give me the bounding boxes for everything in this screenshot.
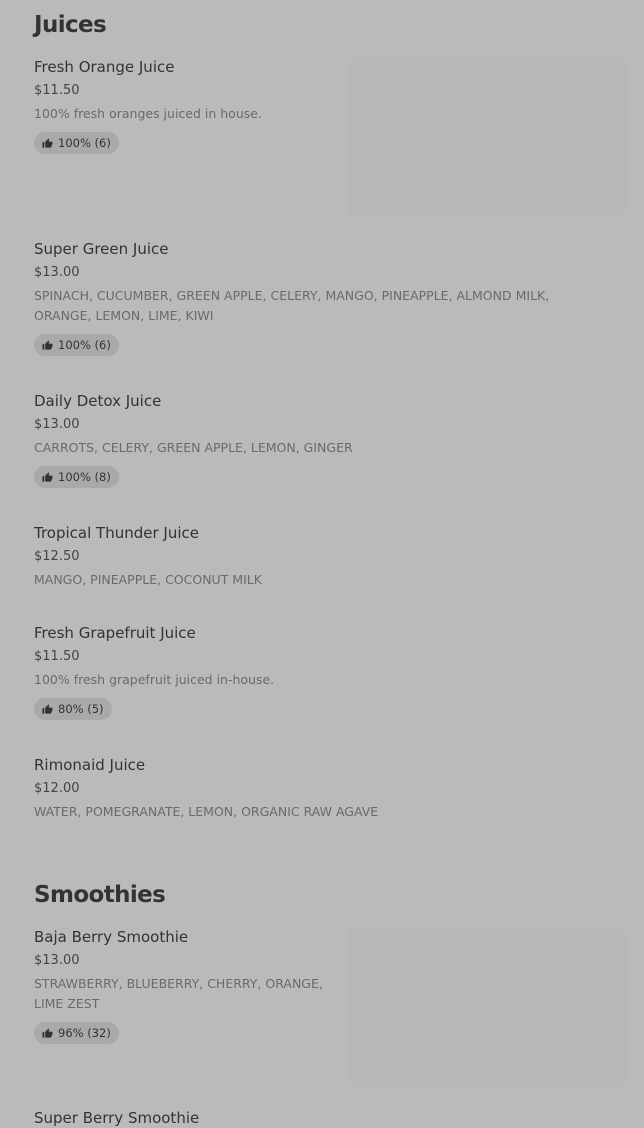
item-name: Tropical Thunder Juice bbox=[34, 524, 199, 542]
item-name: Fresh Grapefruit Juice bbox=[34, 624, 196, 642]
item-name: Rimonaid Juice bbox=[34, 756, 146, 774]
rating-text: 80% (5) bbox=[58, 702, 104, 716]
menu-item-fresh-grapefruit-juice[interactable] bbox=[34, 623, 594, 720]
item-price: $11.50 bbox=[34, 83, 80, 98]
item-description: 100% fresh grapefruit juiced in-house. bbox=[34, 672, 275, 687]
rating-badge bbox=[34, 698, 112, 720]
rating-badge bbox=[34, 1022, 119, 1044]
rating-badge bbox=[34, 132, 119, 154]
item-description: MANGO, PINEAPPLE, COCONUT MILK bbox=[34, 572, 262, 587]
rating-text: 96% (32) bbox=[58, 1026, 111, 1040]
menu-item-super-berry-smoothie[interactable] bbox=[34, 1108, 594, 1128]
item-name: Fresh Orange Juice bbox=[34, 58, 175, 76]
rating-text: 100% (8) bbox=[58, 470, 111, 484]
thumbs-up-icon bbox=[42, 704, 53, 715]
item-image-fresh-orange-juice[interactable] bbox=[348, 59, 626, 215]
item-description: 100% fresh oranges juiced in house. bbox=[34, 106, 262, 121]
rating-badge bbox=[34, 334, 119, 356]
thumbs-up-icon bbox=[42, 472, 53, 483]
item-price: $12.50 bbox=[34, 549, 80, 564]
section-title-juices: Juices bbox=[34, 12, 107, 38]
item-price: $12.00 bbox=[34, 781, 80, 796]
menu-item-tropical-thunder-juice[interactable] bbox=[34, 523, 594, 590]
thumbs-up-icon bbox=[42, 340, 53, 351]
menu-item-fresh-orange-juice[interactable] bbox=[34, 57, 334, 154]
item-price: $13.00 bbox=[34, 953, 80, 968]
item-name: Baja Berry Smoothie bbox=[34, 928, 189, 946]
rating-badge bbox=[34, 466, 119, 488]
item-name: Super Green Juice bbox=[34, 240, 169, 258]
menu-item-baja-berry-smoothie[interactable] bbox=[34, 927, 334, 1044]
rating-text: 100% (6) bbox=[58, 136, 111, 150]
section-title-smoothies: Smoothies bbox=[34, 882, 166, 908]
item-name: Super Berry Smoothie bbox=[34, 1109, 200, 1127]
thumbs-up-icon bbox=[42, 1028, 53, 1039]
item-name: Daily Detox Juice bbox=[34, 392, 162, 410]
menu-item-rimonaid-juice[interactable] bbox=[34, 755, 594, 822]
item-image-baja-berry-smoothie[interactable] bbox=[348, 929, 626, 1085]
thumbs-up-icon bbox=[42, 138, 53, 149]
menu-item-daily-detox-juice[interactable] bbox=[34, 391, 594, 488]
menu-item-super-green-juice[interactable] bbox=[34, 239, 594, 356]
item-price: $13.00 bbox=[34, 417, 80, 432]
item-description: SPINACH, CUCUMBER, GREEN APPLE, CELERY, MANGO, PINEAPPLE, ALMOND MILK, ORANGE, LEMON, LIME, KIWI bbox=[34, 288, 550, 323]
item-description: STRAWBERRY, BLUEBERRY, CHERRY, ORANGE, LIME ZEST bbox=[34, 976, 323, 1011]
item-description: CARROTS, CELERY, GREEN APPLE, LEMON, GINGER bbox=[34, 440, 353, 455]
item-description: WATER, POMEGRANATE, LEMON, ORGANIC RAW AGAVE bbox=[34, 804, 379, 819]
item-price: $11.50 bbox=[34, 649, 80, 664]
rating-text: 100% (6) bbox=[58, 338, 111, 352]
item-price: $13.00 bbox=[34, 265, 80, 280]
